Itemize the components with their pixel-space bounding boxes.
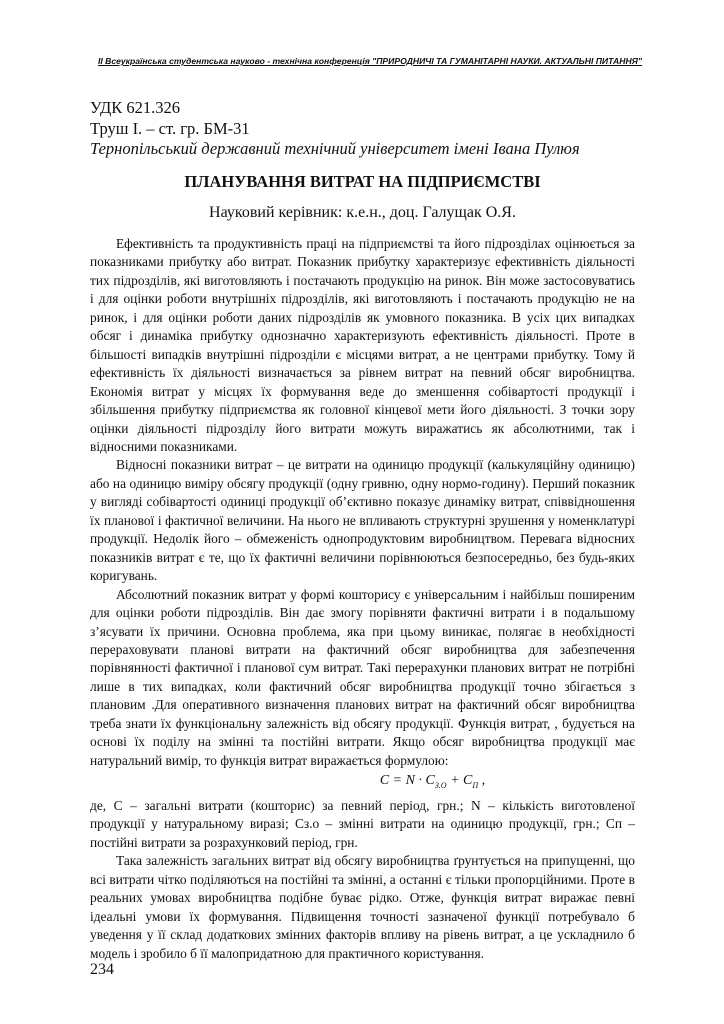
paragraph-5: Така залежність загальних витрат від обсягу виробництва ґрунтується на припущенні, що всі витрати чітко поділяються на постійні та змінні, а останні є тільки пропорційними. Проте в реальних умовах виробництва подібне буває рідко. Отже, функція витрат виражає певні ідеальні умови їх формування. Підвищення точності зазначеної функції потребувало б уведення у її склад додаткових змінних факторів впливу на рівень витрат, а це ускладнило б модель і зробило б її малопридатною для практичного користування.: [90, 853, 635, 961]
formula-mid: + C: [446, 773, 473, 789]
paragraph-4: де, С – загальні витрати (кошторис) за певний період, грн.; N – кількість виготовленої продукції у натуральному виразі; Сз.о – змінні витрати на одиницю продукції, грн.; Сп – постійні витрати за розрахунковий період, грн.: [90, 797, 635, 850]
cost-formula: [90, 770, 635, 797]
paragraph-1: Ефективність та продуктивність праці на підприємстві та його підрозділах оцінюється за показниками прибутку або витрат. Показник прибутку характеризує ефективність діяльності тих підрозділів, які виготовляють і постачають продукцію на ринок. Він може застосовуватись і для оцінки роботи внутрішніх підрозділів, які виготовляють і постачають продукцію не на ринок, і для оцінки роботи даних підрозділів як умовного показника. В усіх цих випадках обсяг і динаміка прибутку однозначно характеризують ефективність діяльності. Проте в більшості випадків внутрішні підрозділи є місцями витрат, а не центрами прибутку. Тому й ефективність їх діяльності визначається за рівнем витрат на певний обсяг виробництва. Економія витрат у місцях їх формування веде до зменшення собівартості продукції і збільшення прибутку підприємства як головної кінцевої мети його діяльності. З точки зору оцінки діяльності підрозділу його витрати можуть виражатись як абсолютними, так і відносними показниками.: [90, 236, 635, 454]
paragraph-2: Відносні показники витрат – це витрати на одиницю продукції (калькуляційну одиницю) або на одиницю виміру обсягу продукції (одну гривню, одну нормо-годину). Перший показник у вигляді собівартості одиниці продукції об’єктивно показує динаміку витрат, співвідношення їх планової і фактичної величини. На нього не впливають структурні зрушення у номенклатурі продукції. Недолік його – обмеженість однопродуктовим виробництвом. Перевага відносних показників витрат є те, що їх фактичні величини порівнюються безпосередньо, без будь-яких коригувань.: [90, 457, 635, 584]
university-name: Тернопільський державний технічний університет імені Івана Пулюя: [90, 139, 580, 158]
formula-subscript-variable: З.О: [434, 780, 447, 790]
conference-header: ІІ Всеукраїнська студентська науково - технічна конференція "ПРИРОДНИЧІ ТА ГУМАНІТАРНІ НАУКИ. АКТУАЛЬНІ ПИТАННЯ": [98, 56, 642, 66]
udk-code: УДК 621.326: [90, 98, 181, 117]
paper-body: [90, 235, 635, 963]
page-number: 234: [90, 961, 114, 978]
supervisor-line: Науковий керівник: к.е.н., доц. Галущак О.Я.: [209, 204, 516, 221]
paper-title: ПЛАНУВАННЯ ВИТРАТ НА ПІДПРИЄМСТВІ: [184, 172, 541, 191]
formula-subscript-fixed: П: [472, 780, 479, 790]
formula-tail: ,: [478, 773, 486, 789]
paragraph-3: Абсолютний показник витрат у формі кошторису є універсальним і найбільш поширеним для оцінки роботи підрозділів. Він дає змогу порівняти фактичні витрати і в подальшому з’ясувати їх причини. Основна проблема, яка при цьому виникає, полягає в необхідності перераховувати планові витрати на фактичний обсяг виробництва для забезпечення порівнянності фактичної і планової сум витрат. Такі перерахунки планових витрат не потрібні лише в тих випадках, коли фактичний обсяг виробництва продукції точно збігається з плановим .Для оперативного визначення планових витрат на фактичний обсяг виробництва треба знати їх функціональну залежність від обсягу продукції. Функція витрат, , будується на основі їх поділу на змінні та постійні витрати. Якщо обсяг виробництва продукції має натуральний вимір, то функція витрат виражається формулою:: [90, 586, 635, 768]
formula-lhs: C = N · C: [379, 773, 435, 789]
author-line: Труш І. – ст. гр. БМ-31: [90, 119, 250, 138]
